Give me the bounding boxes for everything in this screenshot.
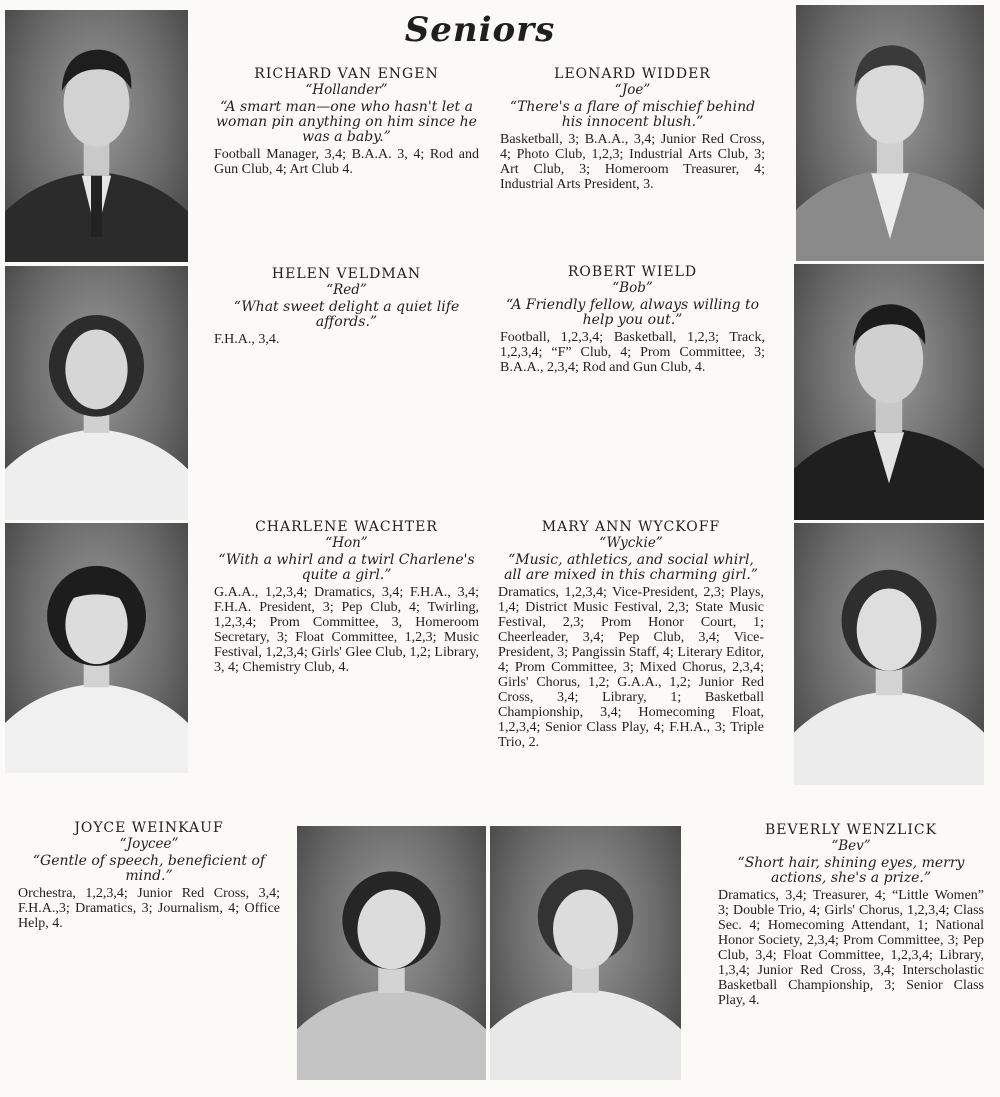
senior-nickname: “Bob” [612, 280, 653, 296]
senior-nickname: “Joe” [614, 82, 651, 98]
senior-quote: “A smart man—one who hasn't let a woman pin anything on him since he was a baby.” [216, 99, 477, 145]
senior-name: JOYCE WEINKAUF [74, 820, 224, 836]
portrait-photo-helen-veldman [5, 266, 188, 520]
portrait-photo-mary-ann-wyckoff [794, 523, 984, 785]
senior-activities: F.H.A., 3,4. [214, 332, 280, 347]
senior-activities: G.A.A., 1,2,3,4; Dramatics, 3,4; F.H.A., 3,4; F.H.A. President, 3; Pep Club, 4; Twirling, 1,2,3,4; Prom Committee, 3, Homeroom Secretary, 3; Float Committee, 1,2,3; Music Festival, 1,2,3,4; Girls' Glee Club, 1,2; Library, 3, 4; Chemistry Club, 4. [214, 585, 479, 675]
senior-quote: “With a whirl and a twirl Charlene's quite a girl.” [218, 552, 475, 583]
page-title: Seniors [404, 10, 556, 50]
senior-entry [718, 822, 984, 1008]
senior-nickname: “Wyckie” [599, 535, 663, 551]
senior-quote: “There's a flare of mischief behind his innocent blush.” [509, 99, 756, 130]
senior-quote: “Short hair, shining eyes, merry actions, she's a prize.” [737, 855, 965, 886]
senior-activities: Football, 1,2,3,4; Basketball, 1,2,3; Track, 1,2,3,4; “F” Club, 4; Prom Committee, 3; B.A.A., 2,3,4; Rod and Gun Club, 4. [500, 330, 765, 375]
senior-nickname: “Joycee” [119, 836, 179, 852]
portrait-photo-beverly-wenzlick [490, 826, 681, 1080]
senior-entry [18, 820, 280, 931]
senior-name: HELEN VELDMAN [271, 266, 422, 282]
senior-name: MARY ANN WYCKOFF [541, 519, 721, 535]
senior-entry [500, 264, 765, 375]
senior-name: BEVERLY WENZLICK [764, 822, 938, 838]
senior-quote: “What sweet delight a quiet life affords.” [233, 299, 460, 330]
senior-quote: “Gentle of speech, beneficient of mind.” [32, 853, 266, 884]
senior-entry [214, 519, 479, 675]
senior-activities: Orchestra, 1,2,3,4; Junior Red Cross, 3,4; F.H.A.,3; Dramatics, 3; Journalism, 4; Office Help, 4. [18, 886, 280, 931]
senior-activities: Basketball, 3; B.A.A., 3,4; Junior Red Cross, 4; Photo Club, 1,2,3; Industrial Arts Club, 3; Art Club, 3; Homeroom Treasurer, 4; Industrial Arts President, 3. [500, 132, 765, 192]
senior-name: RICHARD VAN ENGEN [254, 66, 439, 82]
senior-activities: Football Manager, 3,4; B.A.A. 3, 4; Rod and Gun Club, 4; Art Club 4. [214, 147, 479, 177]
senior-entry [498, 519, 764, 750]
senior-entry [214, 266, 479, 347]
portrait-photo-joyce-weinkauf [297, 826, 486, 1080]
senior-entry [500, 66, 765, 192]
senior-quote: “Music, athletics, and social whirl, all are mixed in this charming girl.” [504, 552, 758, 583]
portrait-photo-robert-wield [794, 264, 984, 520]
portrait-photo-charlene-wachter [5, 523, 188, 773]
senior-nickname: “Hollander” [305, 82, 388, 98]
senior-name: LEONARD WIDDER [554, 66, 711, 82]
senior-name: CHARLENE WACHTER [255, 519, 438, 535]
senior-activities: Dramatics, 3,4; Treasurer, 4; “Little Women” 3; Double Trio, 4; Girls' Chorus, 1,2,3,4; Class Sec. 4; Homecoming Attendant, 1; National Honor Society, 2,3,4; Prom Committee, 3; Pep Club, 3,4; Float Committee, 1,2,3,4; Library, 1,3,4; Junior Red Cross, 3,4; Interscholastic Basketball Championship, 3; Senior Class Play, 4. [718, 888, 984, 1008]
senior-entry [214, 66, 479, 177]
senior-activities: Dramatics, 1,2,3,4; Vice-President, 2,3; Plays, 1,4; District Music Festival, 2,3; State Music Festival, 2,3; Prom Honor Court, 1; Cheerleader, 3,4; Pep Club, 3,4; Vice-President, 3; Pangissin Staff, 4; Literary Editor, 4; Prom Committee, 3; Mixed Chorus, 2,3,4; Girls' Chorus, 1,2; G.A.A., 1,2; Junior Red Cross, 3,4; Library, 1; Basketball Championship, 3,4; Homecoming Float, 1,2,3,4; Senior Class Play, 4; F.H.A., 3; Triple Trio, 2. [498, 585, 764, 750]
senior-nickname: “Hon” [325, 535, 368, 551]
portrait-photo-richard-van-engen [5, 10, 188, 262]
senior-nickname: “Bev” [831, 838, 871, 854]
senior-name: ROBERT WIELD [567, 264, 698, 280]
portrait-photo-leonard-widder [796, 5, 984, 261]
senior-quote: “A Friendly fellow, always willing to help you out.” [505, 297, 760, 328]
senior-nickname: “Red” [326, 282, 367, 298]
